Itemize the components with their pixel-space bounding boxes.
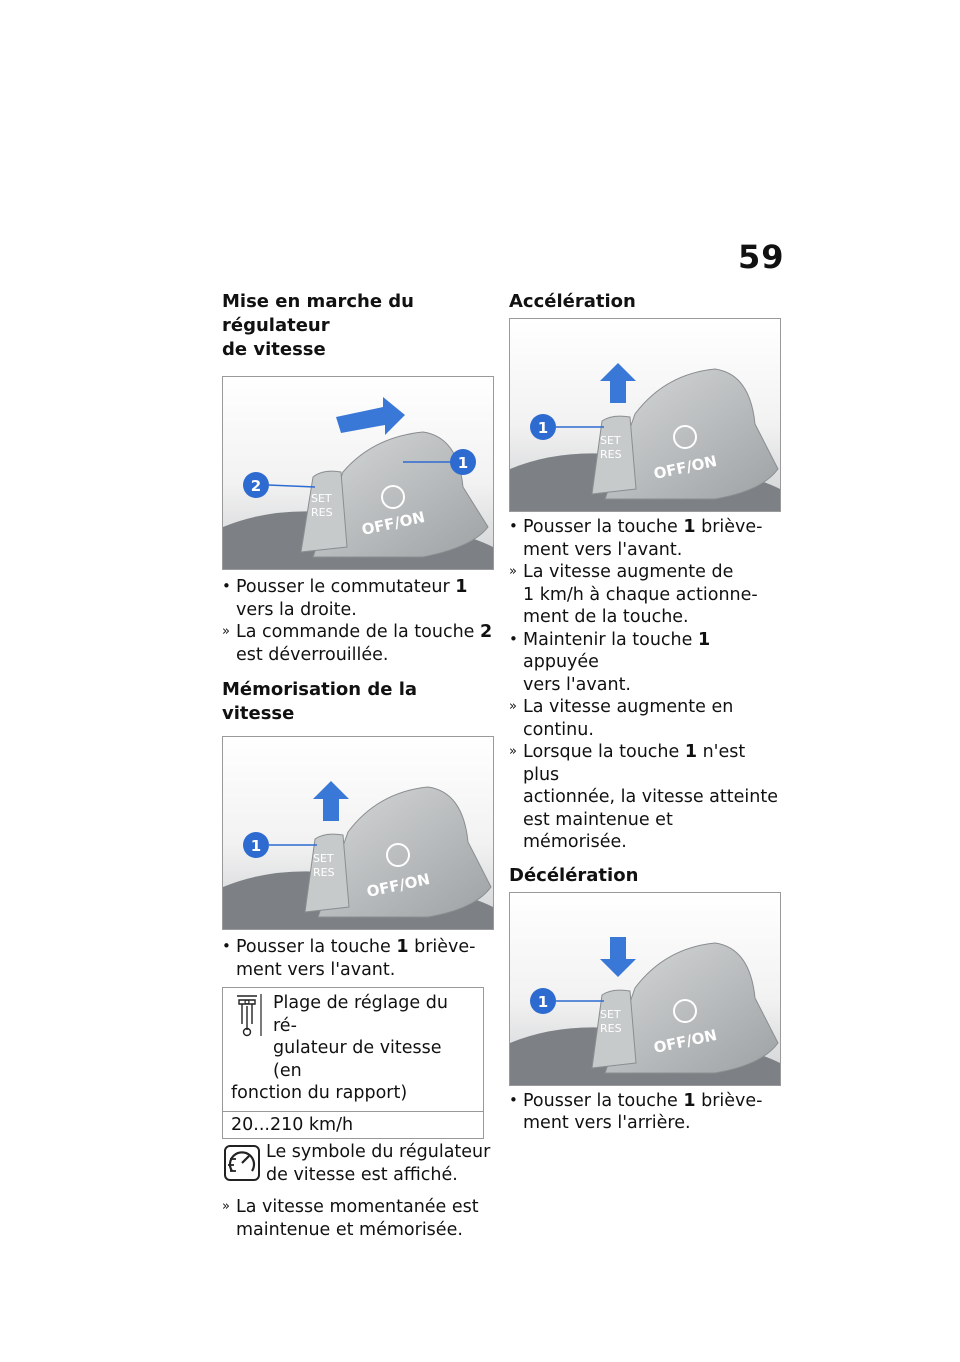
switch-illustration [510,893,780,1085]
callout-1-label: 1 [537,992,549,1011]
list-item [222,576,494,621]
right-column [509,290,781,1135]
ref-number: 1 [396,937,409,957]
result-marker: » [509,564,517,579]
list-item [509,741,781,854]
ref-number: 1 [455,577,468,597]
text: maintenue et mémorisée. [236,1219,463,1240]
page-number: 59 [738,238,785,276]
text: ment vers l'avant. [523,539,683,560]
text: Pousser la touche [523,517,684,537]
text: Pousser la touche [523,1090,684,1111]
set-label: SET [311,492,332,505]
table-label-line: Plage de réglage du ré- [273,993,448,1036]
text: appuyée [523,652,599,672]
switch-illustration [223,737,493,929]
text: n'est plus [523,742,746,785]
ref-number: 1 [684,742,698,762]
text: La vitesse augmente de [523,562,734,582]
text: ment vers l'arrière. [523,1113,691,1133]
note-line: de vitesse est affiché. [266,1164,458,1185]
res-label: RES [313,866,335,879]
figure-switch-forward [509,318,781,512]
text: actionnée, la vitesse atteinte [523,787,778,807]
ref-number: 1 [697,629,711,650]
figure-switch-backward [509,892,781,1086]
bullet-marker: • [509,1090,518,1109]
set-label: SET [600,1007,621,1021]
text: ment de la touche. [523,607,689,627]
heading-line: Mise en marche du régulateur [222,291,414,336]
list-item [222,936,494,981]
ref-number: 1 [683,1090,696,1111]
list-item [222,621,494,666]
ref-number: 2 [480,622,493,642]
offon-label: OFF/ON [360,507,427,539]
text: Lorsque la touche [523,742,685,762]
set-label: SET [313,852,334,865]
text: vers l'avant. [523,674,631,695]
text: briève- [408,937,476,957]
specification-table [222,987,484,1139]
res-label: RES [600,448,622,461]
table-value: 20...210 km/h [231,1114,354,1135]
heading-line: de vitesse [222,339,326,360]
callout-1-label: 1 [250,837,262,855]
set-label: SET [600,434,621,447]
callout-2-label: 2 [250,477,262,495]
switch-illustration [510,319,780,511]
bullet-marker: • [509,629,518,648]
instruction-list [509,1090,781,1135]
cruise-control-indicator-icon [224,1145,260,1181]
specification-icon [235,992,263,1038]
text: briève- [695,517,763,537]
instruction-list [222,576,494,666]
text: Pousser le commutateur [236,577,456,597]
text: Pousser la touche [236,937,397,957]
instruction-list [222,1196,494,1241]
text: continu. [523,719,594,740]
text: est déverrouillée. [236,644,389,665]
result-marker: » [222,624,230,639]
ref-number: 1 [683,517,696,537]
table-label-line: fonction du rapport) [231,1083,408,1103]
bullet-marker: • [509,517,518,535]
list-item [509,1090,781,1135]
section-heading-memorisation: Mémorisation de la vitesse [222,679,418,724]
text: ment vers l'avant. [236,959,396,980]
list-item [509,696,781,741]
text: 1 km/h à chaque actionne- [523,584,758,605]
res-label: RES [311,506,333,519]
note-line: Le symbole du régulateur [266,1142,491,1162]
list-item [509,629,781,697]
offon-label: OFF/ON [652,1025,719,1057]
offon-label: OFF/ON [365,869,432,901]
text: Maintenir la touche [523,629,698,650]
text: La commande de la touche [236,622,481,642]
list-item [509,561,781,629]
figure-switch-forward [222,736,494,930]
instruction-list [222,936,494,981]
res-label: RES [600,1021,622,1035]
text: La vitesse momentanée est [236,1197,479,1217]
callout-1-label: 1 [457,454,469,472]
result-marker: » [509,744,517,759]
instruction-list [509,516,781,854]
text: briève- [695,1090,763,1111]
bullet-marker: • [222,937,231,955]
offon-label: OFF/ON [652,451,719,483]
text: La vitesse augmente en [523,697,734,717]
left-column [222,290,494,1241]
callout-1-label: 1 [537,419,549,437]
section-heading-activation [222,290,494,362]
result-marker: » [509,699,517,714]
bullet-marker: • [222,577,231,595]
indicator-note [222,1141,494,1186]
list-item [222,1196,494,1241]
result-marker: » [222,1199,230,1214]
text: est maintenue et mémorisée. [523,809,673,852]
text: vers la droite. [236,599,357,620]
section-heading-deceleration: Décélération [509,864,639,886]
table-label-line: gulateur de vitesse (en [273,1038,442,1081]
table-row [223,988,483,1112]
figure-switch-right [222,376,494,570]
section-heading-acceleration: Accélération [509,291,636,312]
switch-illustration [223,377,493,569]
list-item [509,516,781,561]
